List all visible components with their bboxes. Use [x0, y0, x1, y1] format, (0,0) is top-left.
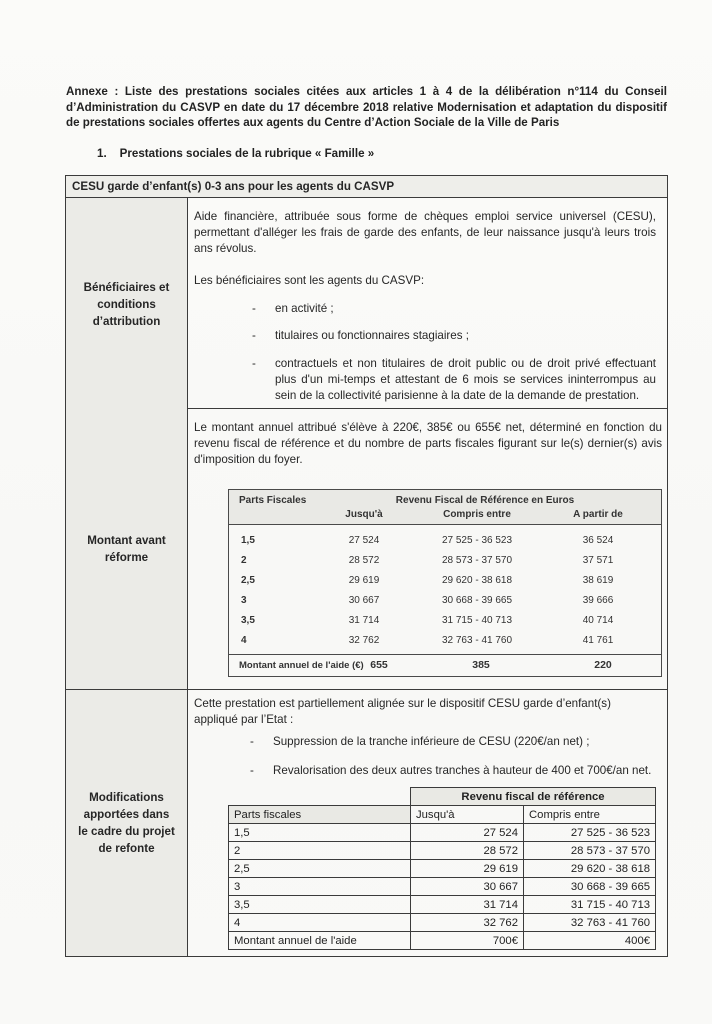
table-row [229, 860, 656, 878]
row-beneficiaires [66, 198, 667, 409]
footer-value-385: 385 [472, 659, 490, 671]
bullet-dash: - [252, 357, 256, 370]
section-number: 1. [97, 147, 107, 160]
cell-compris: 29 620 - 38 618 [441, 574, 513, 586]
paragraph-aide-financiere: Aide financière, attribuée sous forme de chèques emploi service universel (CESU), permettant d'alléger les frais de garde des enfants, de leur naissance jusqu'à leurs trois ans révolus. [194, 210, 656, 255]
cell-jusqua: 30 667 [348, 594, 380, 606]
row-content-montant [188, 409, 673, 689]
bareme-avant-table [228, 489, 662, 677]
cell-jusqua: 32 762 [411, 914, 524, 932]
table-row [229, 610, 661, 630]
bullet-dash: - [252, 302, 256, 315]
bullet-item [252, 328, 656, 344]
column-header-jusqua: Jusqu'à [345, 509, 383, 520]
annexe-header: Annexe : Liste des prestations sociales citées aux articles 1 à 4 de la délibération n°114 du Conseil d’Administration du CASVP en date du 17 décembre 2018 relative Modernisation et adaptation du dispositif de prestations sociales offertes aux agents du Centre d’Action Sociale de la Ville de Paris [66, 85, 667, 130]
cell-apartir: 40 714 [582, 614, 614, 626]
paragraph-modifications: Cette prestation est partiellement alignée sur le dispositif CESU garde d’enfant(s) appliqué par l’Etat : [194, 697, 611, 726]
cell-jusqua: 29 619 [348, 574, 380, 586]
bareme-refonte-table [228, 787, 656, 950]
table-row [229, 806, 656, 824]
cell-compris: 29 620 - 38 618 [524, 860, 656, 878]
bareme-avant-body [229, 525, 661, 654]
footer-value-220: 220 [594, 659, 612, 671]
cell-compris: 31 715 - 40 713 [441, 614, 513, 626]
cell-jusqua: 29 619 [411, 860, 524, 878]
table-row [229, 824, 656, 842]
cell-jusqua: 27 524 [348, 534, 380, 546]
cell-parts: 4 [241, 634, 247, 646]
footer-label-montant-aide: Montant annuel de l'aide (€) [239, 660, 364, 671]
cell-parts: 1,5 [229, 824, 411, 842]
cell-parts: 3,5 [241, 614, 255, 626]
bullet-item [250, 734, 656, 750]
cell-apartir: 41 761 [582, 634, 614, 646]
cell-apartir: 38 619 [582, 574, 614, 586]
row-modifications [66, 690, 667, 956]
bullet-text: Suppression de la tranche inférieure de CESU (220€/an net) ; [273, 735, 590, 748]
column-group-header-rfr: Revenu Fiscal de Référence en Euros [395, 495, 575, 506]
cell-apartir: 37 571 [582, 554, 614, 566]
cell-parts: 4 [229, 914, 411, 932]
cell-compris: 32 763 - 41 760 [441, 634, 513, 646]
table-row [229, 878, 656, 896]
paragraph-montant: Le montant annuel attribué s'élève à 220€, 385€ ou 655€ net, déterminé en fonction du revenu fiscal de référence et du nombre de parts fiscales figurant sur le(s) dernier(s) avis d'imposition du foyer. [194, 421, 662, 466]
cesu-prestation-table [65, 175, 668, 957]
bareme-avant-header [229, 490, 661, 525]
table-row [229, 914, 656, 932]
cell-compris: 28 573 - 37 570 [441, 554, 513, 566]
row-montant-avant-reforme [66, 409, 667, 690]
bullet-text: titulaires ou fonctionnaires stagiaires ; [275, 329, 469, 342]
column-header-a-partir-de: A partir de [573, 509, 623, 520]
cell-jusqua: 31 714 [411, 896, 524, 914]
bullet-dash: - [252, 329, 256, 342]
table-row [229, 896, 656, 914]
footer-value-400: 400€ [524, 932, 656, 950]
bullet-text: en activité ; [275, 302, 334, 315]
bullet-text: contractuels et non titulaires de droit public ou de droit privé effectuant plus d'un mi-temps et attestant de 6 mois se services ininterrompus au sein de la collectivité parisienne à la date de la demande de prestation. [275, 357, 656, 402]
cell-parts: 2,5 [241, 574, 255, 586]
empty-cell [229, 788, 411, 806]
column-header-parts-fiscales: Parts fiscales [229, 806, 411, 824]
cell-parts: 2 [241, 554, 247, 566]
bareme-avant-header-right [309, 494, 661, 521]
cell-apartir: 36 524 [582, 534, 614, 546]
paragraph-beneficiaires-intro: Les bénéficiaires sont les agents du CASVP: [194, 274, 425, 287]
bareme-avant-footer [229, 654, 661, 676]
cell-compris: 31 715 - 40 713 [524, 896, 656, 914]
cell-jusqua: 32 762 [348, 634, 380, 646]
bullet-item [252, 301, 656, 317]
cell-compris: 30 668 - 39 665 [441, 594, 513, 606]
column-subheaders [309, 508, 661, 521]
column-header-compris-entre: Compris entre [524, 806, 656, 824]
cell-compris: 30 668 - 39 665 [524, 878, 656, 896]
column-header-parts-fiscales: Parts Fiscales [239, 495, 307, 506]
cell-compris: 32 763 - 41 760 [524, 914, 656, 932]
cell-parts: 3,5 [229, 896, 411, 914]
cell-compris: 27 525 - 36 523 [441, 534, 513, 546]
table-row [229, 630, 661, 650]
table-row [229, 550, 661, 570]
column-header-jusqua: Jusqu'à [411, 806, 524, 824]
table-row [229, 590, 661, 610]
cell-parts: 2,5 [229, 860, 411, 878]
table-row [229, 570, 661, 590]
column-group-header-rfr: Revenu fiscal de référence [411, 788, 656, 806]
cell-jusqua: 27 524 [411, 824, 524, 842]
column-header-compris-entre: Compris entre [443, 509, 511, 520]
bullet-text: Revalorisation des deux autres tranches à hauteur de 400 et 700€/an net. [273, 764, 652, 777]
cell-jusqua: 28 572 [411, 842, 524, 860]
row-content-modifications [188, 690, 667, 956]
row-label-modifications: Modifications apportées dans le cadre du projet de refonte [66, 690, 188, 956]
cell-compris: 28 573 - 37 570 [524, 842, 656, 860]
row-content-beneficiaires [188, 198, 667, 410]
table-row [229, 932, 656, 950]
bullet-dash: - [250, 735, 254, 748]
bullet-item [250, 763, 656, 779]
bullet-item [252, 356, 656, 404]
cell-parts: 3 [241, 594, 247, 606]
footer-value-655: 655 [370, 659, 388, 671]
cell-jusqua: 28 572 [348, 554, 380, 566]
cell-jusqua: 30 667 [411, 878, 524, 896]
cell-parts: 2 [229, 842, 411, 860]
cell-compris: 27 525 - 36 523 [524, 824, 656, 842]
section-title: Prestations sociales de la rubrique « Famille » [119, 147, 375, 160]
footer-value-700: 700€ [411, 932, 524, 950]
row-label-beneficiaires: Bénéficiaires et conditions d’attribution [66, 198, 188, 410]
row-label-montant: Montant avant réforme [66, 409, 188, 689]
table-row [229, 842, 656, 860]
table-title: CESU garde d’enfant(s) 0-3 ans pour les agents du CASVP [66, 176, 667, 198]
cell-apartir: 39 666 [582, 594, 614, 606]
table-row [229, 788, 656, 806]
section-heading [97, 147, 374, 160]
footer-label-montant-aide: Montant annuel de l'aide [229, 932, 411, 950]
bullet-dash: - [250, 764, 254, 777]
cell-parts: 3 [229, 878, 411, 896]
cell-jusqua: 31 714 [348, 614, 380, 626]
cell-parts: 1,5 [241, 534, 255, 546]
table-row [229, 530, 661, 550]
